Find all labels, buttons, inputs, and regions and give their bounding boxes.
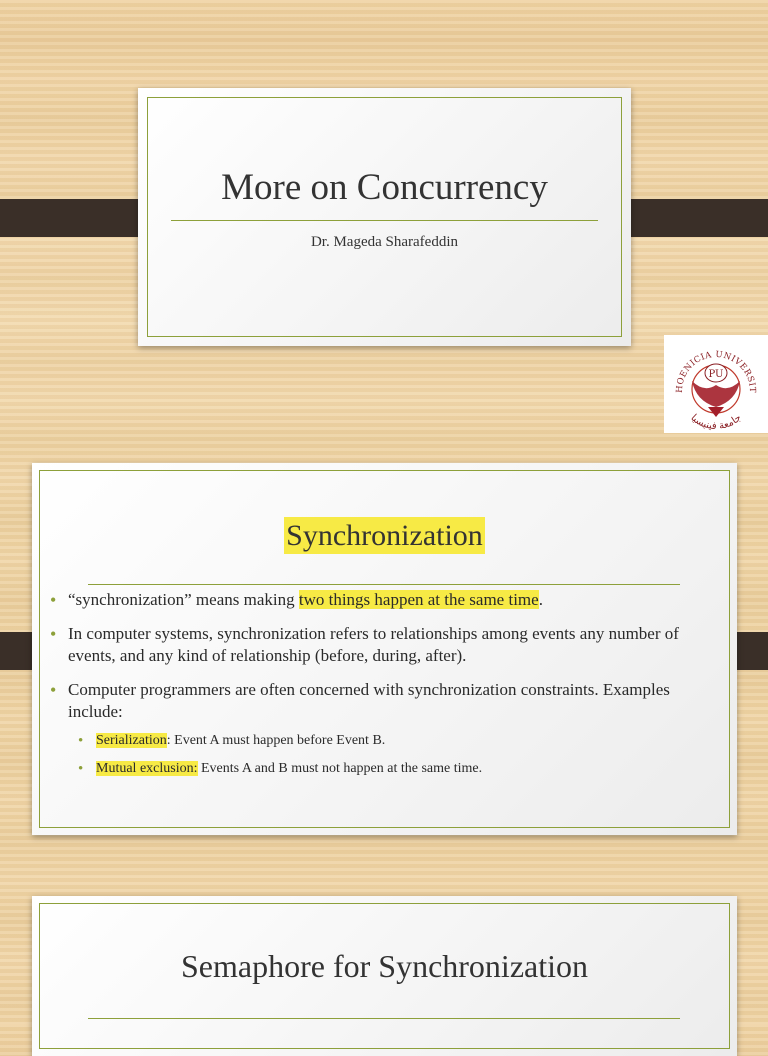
decor-band-left-1 [0, 199, 155, 237]
decor-band-right-1 [614, 199, 768, 237]
bullet-text: In computer systems, synchronization refers to relationships among events any number of events, and any kind of relationship (before, during, after). [68, 624, 679, 665]
bullet-item [48, 679, 688, 779]
university-logo-icon [664, 335, 768, 433]
title-rule [88, 1018, 680, 1019]
slide-title-text: Semaphore for Synchronization [181, 948, 588, 984]
bullet-text: Computer programmers are often concerned with synchronization constraints. Examples include: [68, 680, 670, 721]
svg-text:PHOENICIA UNIVERSITY [664, 335, 757, 393]
slide-title-highlight: Synchronization [286, 519, 483, 552]
slide-synchronization[interactable] [32, 463, 737, 835]
slide-semaphore[interactable] [32, 896, 737, 1056]
bullet-highlight: two things happen at the same time [298, 590, 539, 609]
slide-title-text: More on Concurrency [221, 167, 548, 208]
sub-bullet-item [68, 731, 688, 751]
slide-title-text [32, 519, 737, 553]
sub-bullet-text: : Event A must happen before Event B. [166, 733, 386, 748]
sub-bullet-term: Serialization [96, 733, 167, 748]
bullet-item [48, 623, 688, 667]
sub-bullet-item [68, 759, 688, 779]
bullet-item [48, 589, 688, 611]
logo-arc-text: HOENICIA UNIVERSIT [674, 349, 758, 394]
logo-arabic-text: جامعة فينيسيا [688, 412, 744, 433]
slide-title[interactable] [138, 88, 631, 346]
sub-bullet-list [68, 731, 688, 779]
slide-frame [147, 97, 622, 337]
bullet-list [48, 589, 688, 791]
bullet-text-end: . [538, 590, 543, 609]
slide-subtitle: Dr. Mageda Sharafeddin [310, 234, 459, 250]
university-logo [664, 335, 768, 433]
sub-bullet-text: Events A and B must not happen at the same time. [197, 761, 483, 776]
title-rule [88, 584, 680, 585]
logo-monogram: PU [708, 369, 724, 380]
title-rule [171, 220, 598, 221]
sub-bullet-term: Mutual exclusion: [96, 761, 198, 776]
bullet-text: “synchronization” means making [68, 590, 299, 609]
